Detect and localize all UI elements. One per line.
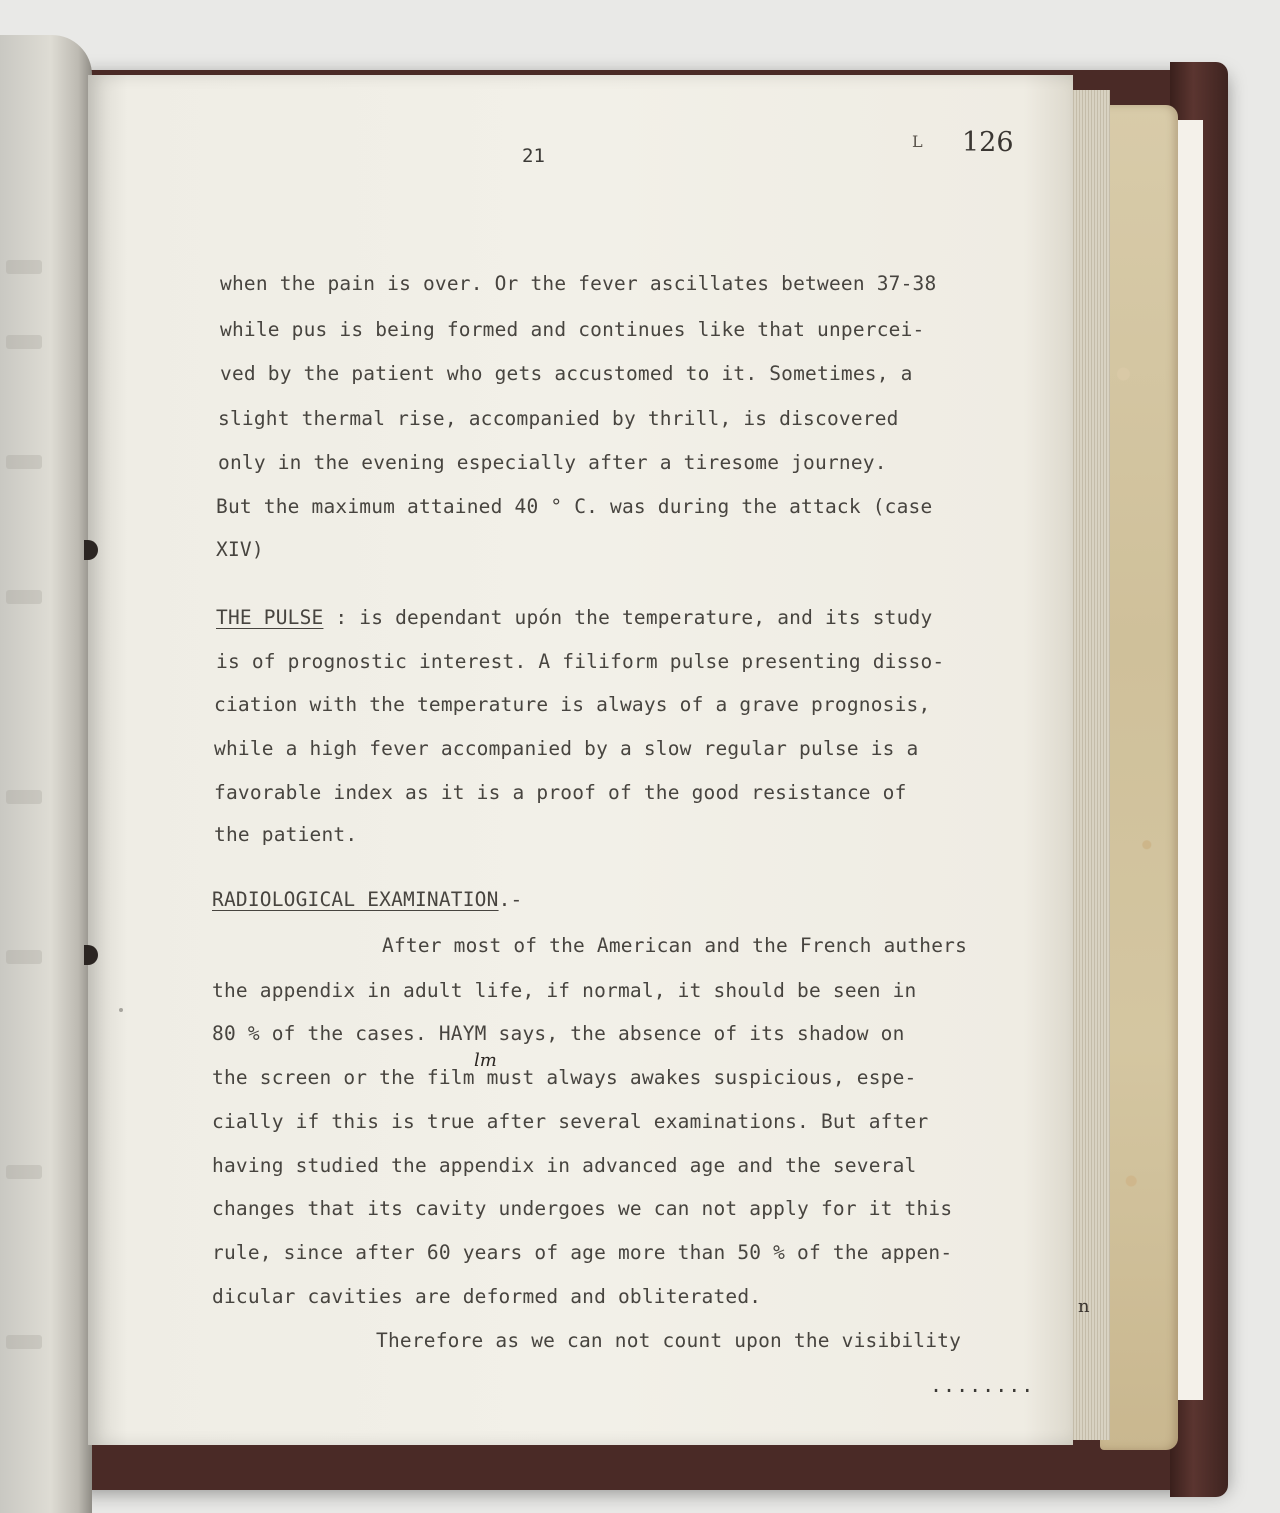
ghost-text: [6, 455, 42, 469]
text-line: is of prognostic interest. A filiform pulse presenting disso-: [216, 650, 945, 673]
text-line: After most of the American and the French authers: [382, 934, 968, 957]
text-line: ciation with the temperature is always of a grave prognosis,: [214, 693, 931, 716]
ghost-text: [6, 335, 42, 349]
handwritten-correction: lm: [474, 1050, 497, 1071]
text-line: XIV): [216, 538, 264, 561]
folio-mark: L: [912, 132, 923, 151]
text-line: the patient.: [214, 823, 358, 846]
ghost-text: [6, 1165, 42, 1179]
text-line: [212, 888, 522, 911]
text-line: while a high fever accompanied by a slow regular pulse is a: [214, 737, 919, 760]
text-line: favorable index as it is a proof of the good resistance of: [214, 781, 907, 804]
page-stack-edge: [1068, 90, 1110, 1440]
text-line: rule, since after 60 years of age more than 50 % of the appen-: [212, 1241, 953, 1264]
section-heading-pulse: THE PULSE: [216, 606, 324, 629]
continuation-dots: ........: [930, 1373, 1035, 1397]
text-line: the appendix in adult life, if normal, it should be seen in: [212, 979, 917, 1002]
text-line: 80 % of the cases. HAYM says, the absence of its shadow on: [212, 1022, 905, 1045]
left-page-curl: [0, 35, 92, 1513]
ghost-text: [6, 790, 42, 804]
text-fragment: .-: [498, 888, 523, 911]
text-line: changes that its cavity undergoes we can not apply for it this: [212, 1197, 953, 1220]
text-line: only in the evening especially after a tiresome journey.: [218, 451, 887, 474]
ghost-text: [6, 260, 42, 274]
section-heading-radiology: RADIOLOGICAL EXAMINATION: [212, 888, 499, 911]
text-fragment: : is dependant upón the temperature, and its study: [323, 606, 933, 629]
text-line: having studied the appendix in advanced age and the several: [212, 1154, 917, 1177]
text-line: dicular cavities are deformed and obliterated.: [212, 1285, 762, 1308]
text-line: [216, 606, 932, 629]
paper-speck: [119, 1008, 123, 1012]
aged-paper-flap: [1100, 105, 1178, 1450]
facing-page-letter: n: [1078, 1296, 1090, 1317]
text-line: while pus is being formed and continues like that unpercei-: [220, 318, 925, 341]
ghost-text: [6, 590, 42, 604]
text-line: when the pain is over. Or the fever ascillates between 37-38: [220, 272, 937, 295]
page-number: 21: [522, 145, 545, 167]
text-line: Therefore as we can not count upon the visibility: [376, 1329, 962, 1352]
text-line: slight thermal rise, accompanied by thrill, is discovered: [218, 407, 899, 430]
text-line: ved by the patient who gets accustomed to it. Sometimes, a: [220, 362, 913, 385]
text-line: the screen or the film must always awakes suspicious, espe-: [212, 1066, 917, 1089]
text-line: cially if this is true after several examinations. But after: [212, 1110, 929, 1133]
ghost-text: [6, 1335, 42, 1349]
folio-number: 126: [962, 127, 1014, 158]
ghost-text: [6, 950, 42, 964]
text-line: But the maximum attained 40 ° C. was during the attack (case: [216, 495, 933, 518]
